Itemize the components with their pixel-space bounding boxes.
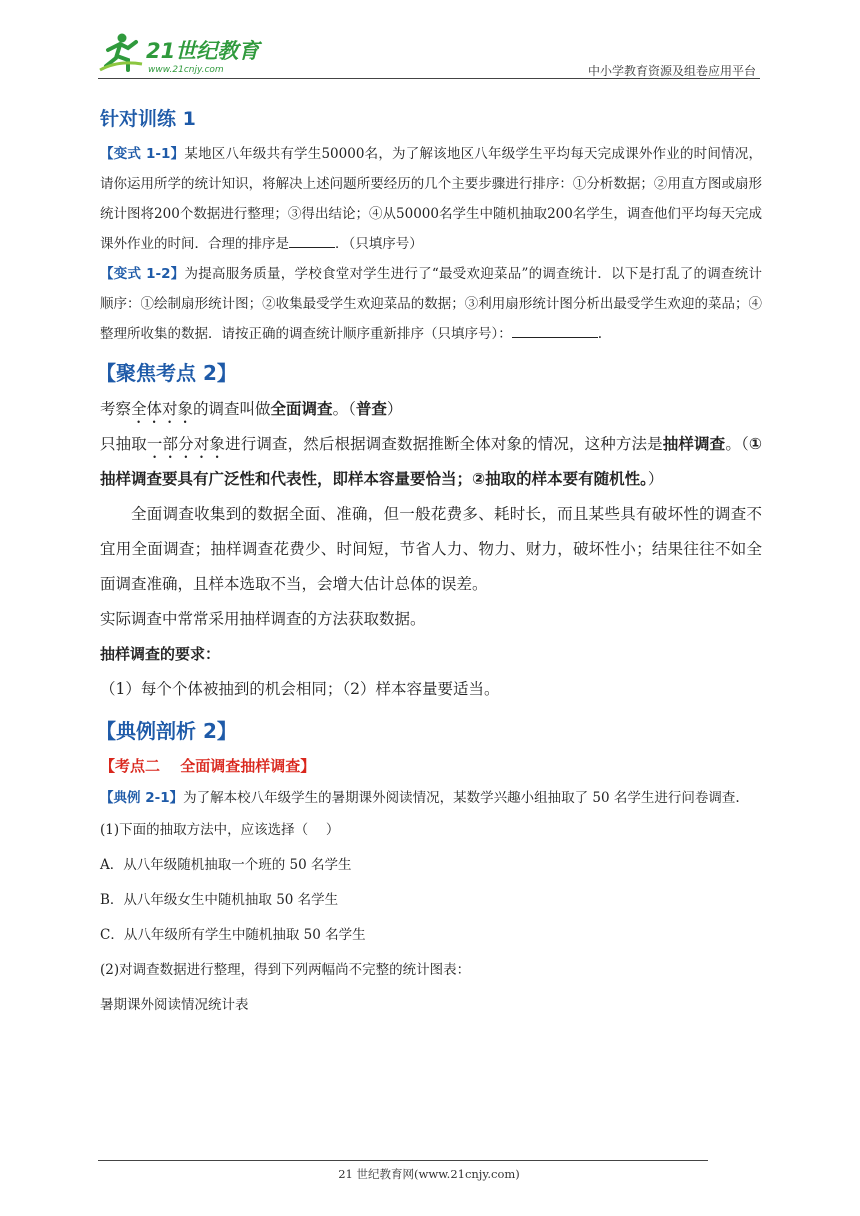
option-b: B．从八年级女生中随机抽取 50 名学生: [100, 892, 339, 908]
practice-note: 实际调查中常常采用抽样调查的方法获取数据。: [100, 610, 426, 628]
table-title: 暑期课外阅读情况统计表: [100, 997, 249, 1013]
variant-1-1: [100, 139, 762, 259]
variant-text: 某地区八年级共有学生50000名，为了解该地区八年级学生平均每天完成课外作业的时间情况，请你运用所学的统计知识，将解决上述问题所要经历的几个主要步骤进行排序：①分析数据；②用直方图或扇形统计图将200个数据进行整理；③得出结论；④从50000名学生中随机抽取200名学生，调查他们平均每天完成课外作业的时间．合理的排序是: [100, 146, 762, 252]
example-title: 【典例剖析 2】: [96, 719, 237, 743]
answer-blank: [289, 233, 335, 248]
requirements-list: （1）每个个体被抽到的机会相同；（2）样本容量要适当。: [100, 680, 500, 698]
comparison-paragraph: 全面调查收集到的数据全面、准确，但一般花费多、耗时长，而且某些具有破坏性的调查不宜用全面调查；抽样调查花费少、时间短，节省人力、物力、财力，破坏性小；结果往往不如全面调查准确，且样本选取不当，会增大估计总体的误差。: [100, 505, 762, 593]
emphasis-text: 全体对象: [131, 400, 194, 418]
page-footer: 21 世纪教育网(www.21cnjy.com): [338, 1167, 520, 1181]
answer-blank: [512, 323, 598, 338]
section-title: 针对训练 1: [100, 108, 196, 130]
variant-tail: .: [597, 326, 603, 342]
document-body: [96, 104, 762, 1023]
requirements-title: 抽样调查的要求：: [100, 645, 221, 663]
question-2: (2)对调查数据进行整理，得到下列两幅尚不完整的统计图表：: [100, 962, 471, 978]
variant-tag: 【变式 1-2】: [100, 266, 185, 282]
example-tag: 【典例 2-1】: [100, 790, 184, 806]
focus-title: 【聚焦考点 2】: [96, 361, 237, 385]
definition-full-survey: 考察全体对象的调查叫做全面调查。（普查）: [100, 400, 403, 418]
question-1: (1)下面的抽取方法中，应该选择（ ）: [100, 822, 340, 838]
platform-name: 中小学教育资源及组卷应用平台: [587, 64, 756, 78]
variant-text: 为提高服务质量，学校食堂对学生进行了“最受欢迎菜品”的调查统计．以下是打乱了的调查统计顺序：①绘制扇形统计图；②收集最受学生欢迎菜品的数据；③利用扇形统计图分析出最受学生欢迎的菜品；④整理所收集的数据．请按正确的调查统计顺序重新排序（只填序号）：: [100, 266, 762, 342]
term-sample-survey: 抽样调查: [662, 435, 726, 453]
definition-sample-survey: 只抽取一部分对象进行调查，然后根据调查数据推断全体对象的情况，这种方法是抽样调查。（①抽样调查要具有广泛性和代表性，即样本容量要恰当；②抽取的样本要有随机性。）: [100, 435, 762, 488]
footer-divider: [98, 1160, 708, 1161]
svg-text:21世纪教育: 21世纪教育: [146, 39, 260, 63]
svg-text:www.21cnjy.com: www.21cnjy.com: [148, 65, 224, 75]
variant-tag: 【变式 1-1】: [100, 146, 185, 162]
logo: [98, 30, 268, 76]
example-text: 为了解本校八年级学生的暑期课外阅读情况，某数学兴趣小组抽取了 50 名学生进行问卷调查.: [183, 790, 740, 806]
key-point: 【考点二 全面调查抽样调查】: [100, 757, 316, 775]
option-c: C．从八年级所有学生中随机抽取 50 名学生: [100, 927, 366, 943]
example-2-1: [100, 783, 762, 813]
variant-1-2: [100, 259, 762, 349]
term-full-survey: 全面调查: [270, 400, 333, 418]
page-header: [98, 30, 760, 80]
option-a: A．从八年级随机抽取一个班的 50 名学生: [100, 857, 352, 873]
runner-icon: [100, 34, 142, 71]
emphasis-text: 一部分对象: [146, 435, 226, 453]
header-divider: [98, 78, 760, 79]
variant-tail: ．（只填序号）: [335, 236, 423, 252]
